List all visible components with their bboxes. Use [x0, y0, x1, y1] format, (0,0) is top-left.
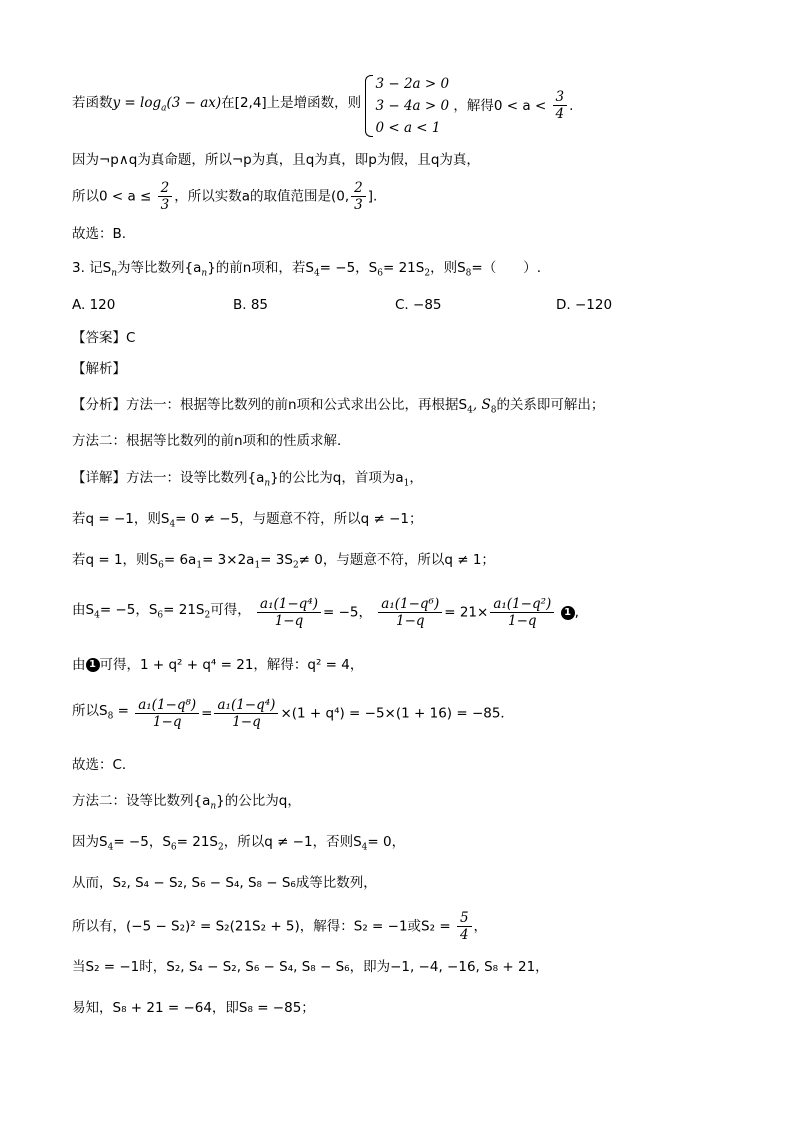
- text-line1-post: ，解得0 < a <: [453, 97, 547, 114]
- m2-text-2: }的公比为q，: [216, 793, 301, 809]
- q3-text-4: = −5，S: [319, 260, 378, 276]
- fraction-numerator: a₁(1−q²): [490, 596, 554, 613]
- from-text: 由S: [72, 601, 95, 618]
- fraction-denominator: 1−q: [395, 613, 425, 629]
- from-text-3: = 21S: [163, 601, 205, 618]
- question-3: 3. 记$S_n$为等比数列$\{a_n\}$的前n项和，若$S_4= -5$，$S_6= 21S_2$，则$S_8=$（ ）.: [72, 260, 541, 279]
- q1-text-3: = 3×2a: [202, 552, 255, 568]
- from-text-2: = −5，S: [99, 601, 158, 618]
- line-compute-s8: 所以$S_8$ = $\frac{\text{a₁(1−q⁸)}}{1-q}$ = $\frac{\text{a₁(1−q⁴)}}{1-q}$ ×(1 + q⁴) = −5×(1 + 16) = −85．: [72, 697, 514, 730]
- fraction-2-3: [158, 180, 173, 213]
- math-log-base: a: [161, 103, 167, 114]
- fraction-denominator: 4: [459, 927, 469, 943]
- from-circle-text: 由: [72, 657, 86, 673]
- eq-a-value: = −5，: [322, 604, 372, 621]
- line-because-true-proposition: 因为¬p∧q为真命题，所以¬p为真，且q为真，即p为假，且q为真，: [72, 152, 480, 168]
- q3-text-5: = 21S: [382, 260, 425, 276]
- fraction-denominator: 4: [555, 106, 565, 123]
- line-method2-solve-s2: [72, 910, 487, 943]
- line-choose-c: 故选：C．: [72, 757, 136, 773]
- detail-text-2: }的公比为q，首项为a: [270, 470, 404, 486]
- m2-because-text-4: ，所以q ≠ −1，否则S: [223, 834, 362, 850]
- text-comma: ，: [473, 918, 488, 935]
- fenxi-text-2: 的关系即可解出；: [496, 397, 605, 413]
- math-log-arg: (3 − ax): [166, 95, 222, 111]
- option-b[interactable]: B. 85: [233, 297, 269, 313]
- text-period: .: [569, 97, 574, 114]
- fraction-numerator: 2: [158, 180, 173, 197]
- q3-text-3: }的前n项和，若S: [207, 260, 314, 276]
- fraction-denominator: 3: [160, 197, 170, 213]
- line-choose-b: 故选：B.: [72, 226, 127, 242]
- line-range-of-a: [72, 180, 377, 213]
- so-text: 所以S: [72, 702, 108, 719]
- q1-text-2: = 6a: [163, 552, 197, 568]
- fenxi-text: 【分析】方法一：根据等比数列的前n项和公式求出公比，再根据S: [72, 397, 468, 413]
- fraction-denominator: 1−q: [152, 714, 182, 730]
- line-analysis-method2: 方法二：根据等比数列的前n项和的性质求解．: [72, 433, 351, 449]
- m2-because-text: 因为S: [72, 834, 108, 850]
- text-line1-mid: 在[2,4]上是增函数，则: [221, 95, 362, 111]
- m2-because-text-5: = 0，: [367, 834, 406, 850]
- fraction-s8: [135, 697, 199, 730]
- fraction-denominator: 1−q: [274, 613, 304, 629]
- fraction-numerator: a₁(1−q⁴): [214, 697, 278, 714]
- fraction-denominator: 1−q: [508, 613, 537, 629]
- q1-text-4: = 3S: [260, 552, 293, 568]
- eq-b-mid: = 21×: [444, 604, 489, 621]
- eq-s8-equals: =: [201, 705, 213, 722]
- analysis-label: 【解析】: [72, 361, 126, 377]
- text-line3-pre: 所以0 < a ≤: [72, 188, 152, 205]
- line-increasing-function: [72, 66, 573, 146]
- line-q-1: 若q = 1，则$S_6= 6a_1= 3\times 2a_1= 3S_2\ne 0$，与题意不符，所以q ≠ 1；: [72, 552, 495, 571]
- line-method2-when: 当S₂ = −1时，S₂, S₄ − S₂, S₆ − S₄, S₈ − S₆，即为−1, −4, −16, S₈ + 21，: [72, 959, 549, 975]
- fraction-numerator: 2: [351, 180, 366, 197]
- circled-number-1-icon: 1: [561, 606, 575, 620]
- inequality-system: [365, 73, 449, 139]
- detail-text-3: ，: [409, 470, 423, 486]
- line-q-neg1: 若q = −1，则$S_4= 0 \ne -5$，与题意不符，所以q ≠ −1；: [72, 511, 423, 530]
- line-method2-setup: 方法二：设等比数列$\{a_n\}$的公比为q，: [72, 793, 301, 812]
- line-method2-easy: 易知，S₈ + 21 = −64，即S₈ = −85；: [72, 1000, 315, 1016]
- circled-number-1-icon: 1: [86, 658, 100, 672]
- q1-text-5: ≠ 0，与题意不符，所以q ≠ 1；: [298, 552, 495, 568]
- fraction-s4: [257, 596, 321, 629]
- q-neg1-text-2: = 0 ≠ −5，与题意不符，所以q ≠ −1；: [175, 511, 423, 527]
- fraction-s2: [490, 596, 554, 629]
- m2-have-text: 所以有，(−5 − S₂)² = S₂(21S₂ + 5)，解得：S₂ = −1或S₂ =: [72, 918, 451, 935]
- q3-text-2: 为等比数列{a: [117, 260, 202, 276]
- eq-s8-rest: ×(1 + q⁴) = −5×(1 + 16) = −85．: [280, 705, 514, 722]
- line-method2-geometric: 从而，S₂, S₄ − S₂, S₆ − S₄, S₈ − S₆成等比数列，: [72, 875, 377, 891]
- q3-sub: n: [111, 268, 118, 279]
- line-detail-method1: 【详解】方法一：设等比数列$\{a_n\}$的公比为q，首项为$a_1$，: [72, 470, 423, 489]
- system-row-2: 3 − 4a > 0: [375, 97, 450, 114]
- fraction-numerator: 5: [457, 910, 472, 927]
- from-circle-text-2: 可得，1 + q² + q⁴ = 21，解得：q² = 4，: [99, 657, 364, 673]
- line-equations-from-conditions: 由$S_4= -5$，$S_6= 21S_2$可得， $\frac{\text{a₁(1−q⁴)}}{1-q}$ = −5， $\frac{\text{a₁(1−q⁶)}}{1-q}$ = 21× $\frac{\text{a₁(1−q²)}}{1-q}$ 1 ,: [72, 596, 579, 629]
- fraction-5-4: [457, 910, 472, 943]
- text-line3-mid: ，所以实数a的取值范围是(0,: [174, 188, 350, 205]
- q3-text-7: =（ ）.: [471, 260, 541, 276]
- text-line3-end: ].: [367, 188, 378, 205]
- q-neg1-text: 若q = −1，则S: [72, 511, 170, 527]
- fraction-numerator: a₁(1−q⁸): [135, 697, 199, 714]
- text-line1-pre: 若函数: [72, 95, 113, 111]
- fraction-numerator: a₁(1−q⁴): [257, 596, 321, 613]
- option-a[interactable]: A. 120: [72, 297, 116, 313]
- fraction-numerator: a₁(1−q⁶): [378, 596, 442, 613]
- line-analysis-method1: 【分析】方法一：根据等比数列的前n项和公式求出公比，再根据$S_4$, $S_8$的关系即可解出；: [72, 397, 605, 416]
- answer-label: 【答案】C: [72, 330, 136, 346]
- q3-sub-2: n: [201, 268, 208, 279]
- line-method2-because: 因为$S_4= -5$，$S_6= 21S_2$，所以q ≠ −1，否则$S_4= 0$，: [72, 834, 406, 853]
- m2-because-text-2: = −5，S: [113, 834, 171, 850]
- option-d[interactable]: D. −120: [556, 297, 613, 313]
- q3-text: 3. 记S: [72, 260, 112, 276]
- math-log: y = log: [112, 95, 162, 111]
- m2-because-text-3: = 21S: [176, 834, 218, 850]
- detail-text: 【详解】方法一：设等比数列{a: [72, 470, 265, 486]
- fraction-s6: [378, 596, 442, 629]
- q3-text-6: ，则S: [430, 260, 466, 276]
- system-row-1: 3 − 2a > 0: [375, 75, 450, 92]
- option-c[interactable]: C. −85: [395, 297, 442, 313]
- fraction-3-4: [553, 89, 568, 122]
- fraction-numerator: 3: [553, 89, 568, 106]
- system-row-3: 0 < a < 1: [375, 119, 441, 136]
- m2-text: 方法二：设等比数列{a: [72, 793, 211, 809]
- from-text-4: 可得，: [210, 601, 251, 618]
- line-solve-q-squared: [72, 656, 363, 674]
- fraction-s4-again: [214, 697, 278, 730]
- q1-text: 若q = 1，则S: [72, 552, 159, 568]
- fraction-denominator: 1−q: [232, 714, 261, 730]
- fraction-2-3-interval: [351, 180, 366, 213]
- fraction-denominator: 3: [354, 197, 363, 213]
